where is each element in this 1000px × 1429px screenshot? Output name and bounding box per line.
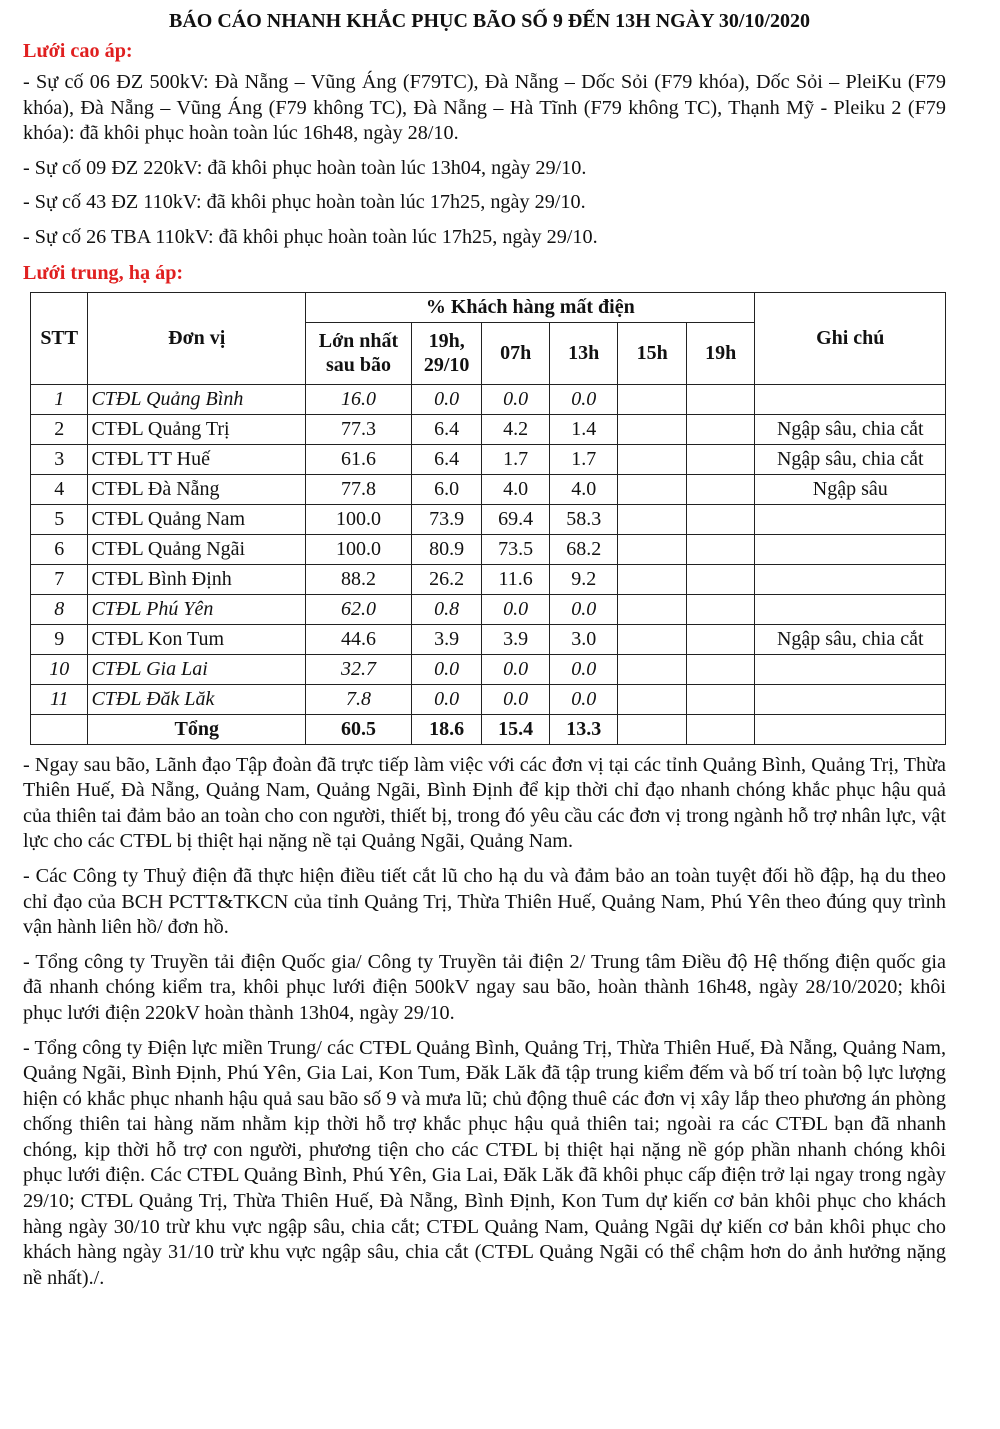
cell-unit: CTĐL Đà Nẵng bbox=[88, 474, 306, 504]
cell-unit: CTĐL Quảng Nam bbox=[88, 504, 306, 534]
cell-max: 61.6 bbox=[306, 444, 412, 474]
cell-15h bbox=[618, 414, 687, 444]
cell-15h bbox=[618, 384, 687, 414]
cell-07h: 0.0 bbox=[482, 384, 550, 414]
cell-19h-2910: 6.4 bbox=[411, 444, 482, 474]
cell-15h bbox=[618, 564, 687, 594]
body-paragraph: - Các Công ty Thuỷ điện đã thực hiện điều tiết cắt lũ cho hạ du và đảm bảo an toàn tuyệt đối hồ đập, hạ du theo chỉ đạo của BCH PCTT&TKCN của tỉnh Quảng Trị, Thừa Thiên Huế, Quảng Nam, Phú Yên theo đúng quy trình vận hành liên hồ/ đơn hồ. bbox=[23, 864, 946, 939]
outage-table bbox=[30, 292, 946, 745]
cell-max: 32.7 bbox=[306, 654, 412, 684]
cell-15h bbox=[618, 534, 687, 564]
body-paragraph: - Ngay sau bão, Lãnh đạo Tập đoàn đã trực tiếp làm việc với các đơn vị tại các tỉnh Quảng Bình, Quảng Trị, Thừa Thiên Huế, Đà Nẵng, Quảng Nam, Quảng Ngãi, Bình Định để kịp thời chỉ đạo nhanh chóng khắc phục hậu quả của thiên tai đảm bảo an toàn cho con người, thiết bị, trong đó yêu cầu các đơn vị trong ngành hỗ trợ nhân lực, vật lực cho các CTĐL bị thiệt hại nặng nề tại Quảng Ngãi, Quảng Nam. bbox=[23, 753, 946, 853]
cell-07h: 3.9 bbox=[482, 624, 550, 654]
header-unit: Đơn vị bbox=[88, 292, 306, 384]
cell-stt: 11 bbox=[31, 684, 88, 714]
table-row bbox=[31, 444, 946, 474]
cell-07h: 69.4 bbox=[482, 504, 550, 534]
cell-13h: 3.0 bbox=[549, 624, 618, 654]
cell-13h: 0.0 bbox=[549, 684, 618, 714]
cell-15h bbox=[618, 684, 687, 714]
report-title: BÁO CÁO NHANH KHẮC PHỤC BÃO SỐ 9 ĐẾN 13H NGÀY 30/10/2020 bbox=[169, 10, 810, 32]
header-stt: STT bbox=[31, 292, 88, 384]
cell-total-label: Tổng bbox=[88, 714, 306, 744]
body-paragraph: - Tổng công ty Truyền tải điện Quốc gia/ Công ty Truyền tải điện 2/ Trung tâm Điều độ Hệ thống điện quốc gia đã nhanh chóng kiểm tra, khôi phục lưới điện 500kV ngay sau bão, hoàn thành 16h48, ngày 28/10/2020; khôi phục lưới điện 220kV hoàn thành 13h04, ngày 29/10. bbox=[23, 950, 946, 1024]
cell-13h: 4.0 bbox=[549, 474, 618, 504]
cell-unit: CTĐL Gia Lai bbox=[88, 654, 306, 684]
cell-unit: CTĐL Quảng Bình bbox=[88, 384, 306, 414]
header-19h: 19h bbox=[686, 322, 755, 384]
cell-19h bbox=[686, 384, 755, 414]
high-voltage-item: - Sự cố 43 ĐZ 110kV: đã khôi phục hoàn toàn lúc 17h25, ngày 29/10. bbox=[23, 191, 586, 214]
cell-13h: 0.0 bbox=[549, 594, 618, 624]
cell-note bbox=[755, 594, 946, 624]
cell-19h bbox=[686, 474, 755, 504]
report-body bbox=[23, 753, 946, 1292]
cell-max: 77.3 bbox=[306, 414, 412, 444]
cell-13h: 0.0 bbox=[549, 384, 618, 414]
cell-15h bbox=[618, 444, 687, 474]
cell-07h: 11.6 bbox=[482, 564, 550, 594]
cell-07h: 4.2 bbox=[482, 414, 550, 444]
table-row bbox=[31, 564, 946, 594]
cell-total-stt bbox=[31, 714, 88, 744]
cell-max: 100.0 bbox=[306, 504, 412, 534]
table-row bbox=[31, 654, 946, 684]
header-max-line1: Lớn nhất bbox=[318, 330, 399, 353]
cell-unit: CTĐL TT Huế bbox=[88, 444, 306, 474]
cell-15h bbox=[618, 624, 687, 654]
cell-15h bbox=[618, 474, 687, 504]
cell-note bbox=[755, 564, 946, 594]
table-row bbox=[31, 414, 946, 444]
cell-19h bbox=[686, 624, 755, 654]
body-paragraph: - Tổng công ty Điện lực miền Trung/ các CTĐL Quảng Bình, Quảng Trị, Thừa Thiên Huế, Đà Nẵng, Quảng Nam, Quảng Ngãi, Bình Định, Phú Yên, Gia Lai, Kon Tum, Đăk Lăk đã tập trung kiểm đếm và bố trí toàn bộ lực lượng hiện có khắc phục nhanh hậu quả sau bão số 9 và mưa lũ; chủ động thuê các đơn vị xây lắp theo phương án phòng chống thiên tai hàng năm nhằm kịp thời hỗ trợ khắc phục hậu quả thiên tai; ngoài ra các CTĐL bạn đã nhanh chóng, kịp thời hỗ trợ con người, phương tiện cho các CTĐL bị thiệt hại nặng nề góp phần nhanh chóng khôi phục lưới điện. Các CTĐL Quảng Bình, Phú Yên, Gia Lai, Đăk Lăk đã khôi phục cấp điện trở lại ngay trong ngày 29/10; CTĐL Quảng Trị, Thừa Thiên Huế, Đà Nẵng, Bình Định, Kon Tum dự kiến cơ bản khôi phục cho khách hàng ngày 30/10 trừ khu vực ngập sâu, chia cắt; CTĐL Quảng Nam, Quảng Ngãi dự kiến cơ bản khôi phục cho khách hàng ngày 31/10 trừ khu vực ngập sâu, chia cắt (CTĐL Quảng Ngãi có thể chậm hơn do ảnh hưởng nặng nề nhất)./. bbox=[23, 1036, 946, 1289]
cell-stt: 9 bbox=[31, 624, 88, 654]
cell-total-19h-2910: 18.6 bbox=[411, 714, 482, 744]
cell-note bbox=[755, 534, 946, 564]
cell-total-max: 60.5 bbox=[306, 714, 412, 744]
cell-stt: 1 bbox=[31, 384, 88, 414]
cell-19h-2910: 6.0 bbox=[411, 474, 482, 504]
cell-stt: 8 bbox=[31, 594, 88, 624]
cell-07h: 1.7 bbox=[482, 444, 550, 474]
table-row bbox=[31, 384, 946, 414]
header-19h-2910-line2: 29/10 bbox=[423, 354, 470, 377]
cell-unit: CTĐL Phú Yên bbox=[88, 594, 306, 624]
cell-note bbox=[755, 654, 946, 684]
table-row bbox=[31, 504, 946, 534]
cell-07h: 0.0 bbox=[482, 654, 550, 684]
cell-19h bbox=[686, 414, 755, 444]
table-row bbox=[31, 594, 946, 624]
cell-19h-2910: 73.9 bbox=[411, 504, 482, 534]
cell-19h-2910: 0.8 bbox=[411, 594, 482, 624]
cell-max: 100.0 bbox=[306, 534, 412, 564]
cell-unit: CTĐL Bình Định bbox=[88, 564, 306, 594]
cell-07h: 0.0 bbox=[482, 684, 550, 714]
cell-max: 77.8 bbox=[306, 474, 412, 504]
cell-note bbox=[755, 384, 946, 414]
cell-note: Ngập sâu bbox=[755, 474, 946, 504]
cell-stt: 5 bbox=[31, 504, 88, 534]
cell-unit: CTĐL Quảng Ngãi bbox=[88, 534, 306, 564]
high-voltage-heading: Lưới cao áp: bbox=[23, 40, 133, 62]
cell-07h: 73.5 bbox=[482, 534, 550, 564]
cell-stt: 10 bbox=[31, 654, 88, 684]
cell-total-19h bbox=[686, 714, 755, 744]
cell-max: 7.8 bbox=[306, 684, 412, 714]
cell-19h-2910: 0.0 bbox=[411, 384, 482, 414]
header-13h: 13h bbox=[549, 322, 618, 384]
header-max bbox=[306, 322, 412, 384]
header-max-line2: sau bão bbox=[325, 354, 391, 377]
cell-15h bbox=[618, 504, 687, 534]
header-19h-2910 bbox=[411, 322, 482, 384]
cell-note bbox=[755, 684, 946, 714]
cell-stt: 6 bbox=[31, 534, 88, 564]
cell-19h-2910: 80.9 bbox=[411, 534, 482, 564]
cell-19h-2910: 26.2 bbox=[411, 564, 482, 594]
cell-stt: 3 bbox=[31, 444, 88, 474]
cell-19h bbox=[686, 444, 755, 474]
cell-19h bbox=[686, 654, 755, 684]
header-07h: 07h bbox=[482, 322, 550, 384]
table-row bbox=[31, 684, 946, 714]
cell-max: 88.2 bbox=[306, 564, 412, 594]
cell-max: 16.0 bbox=[306, 384, 412, 414]
table-row bbox=[31, 474, 946, 504]
header-outage-group: % Khách hàng mất điện bbox=[306, 292, 755, 322]
cell-13h: 9.2 bbox=[549, 564, 618, 594]
cell-07h: 0.0 bbox=[482, 594, 550, 624]
cell-stt: 4 bbox=[31, 474, 88, 504]
cell-unit: CTĐL Kon Tum bbox=[88, 624, 306, 654]
cell-13h: 58.3 bbox=[549, 504, 618, 534]
cell-total-13h: 13.3 bbox=[549, 714, 618, 744]
cell-15h bbox=[618, 654, 687, 684]
cell-13h: 68.2 bbox=[549, 534, 618, 564]
cell-19h-2910: 0.0 bbox=[411, 654, 482, 684]
cell-max: 62.0 bbox=[306, 594, 412, 624]
table-row bbox=[31, 534, 946, 564]
cell-19h bbox=[686, 534, 755, 564]
cell-19h bbox=[686, 504, 755, 534]
header-note: Ghi chú bbox=[755, 292, 946, 384]
cell-13h: 1.4 bbox=[549, 414, 618, 444]
cell-19h bbox=[686, 684, 755, 714]
cell-19h-2910: 0.0 bbox=[411, 684, 482, 714]
cell-19h bbox=[686, 564, 755, 594]
cell-max: 44.6 bbox=[306, 624, 412, 654]
cell-note: Ngập sâu, chia cắt bbox=[755, 624, 946, 654]
cell-stt: 2 bbox=[31, 414, 88, 444]
cell-note: Ngập sâu, chia cắt bbox=[755, 444, 946, 474]
cell-19h-2910: 6.4 bbox=[411, 414, 482, 444]
cell-note: Ngập sâu, chia cắt bbox=[755, 414, 946, 444]
cell-note bbox=[755, 504, 946, 534]
header-15h: 15h bbox=[618, 322, 687, 384]
cell-13h: 0.0 bbox=[549, 654, 618, 684]
cell-unit: CTĐL Quảng Trị bbox=[88, 414, 306, 444]
cell-07h: 4.0 bbox=[482, 474, 550, 504]
medium-voltage-heading: Lưới trung, hạ áp: bbox=[23, 261, 184, 284]
high-voltage-item: - Sự cố 09 ĐZ 220kV: đã khôi phục hoàn toàn lúc 13h04, ngày 29/10. bbox=[23, 156, 587, 179]
cell-unit: CTĐL Đăk Lăk bbox=[88, 684, 306, 714]
cell-total-15h bbox=[618, 714, 687, 744]
high-voltage-item: - Sự cố 06 ĐZ 500kV: Đà Nẵng – Vũng Áng (F79TC), Đà Nẵng – Dốc Sỏi (F79 khóa), Dốc Sỏi – PleiKu (F79 khóa), Đà Nẵng – Vũng Áng (F79 không TC), Đà Nẵng – Hà Tĩnh (F79 không TC), Thạnh Mỹ - Pleiku 2 (F79 khóa): đã khôi phục hoàn toàn lúc 16h48, ngày 28/10. bbox=[23, 71, 946, 145]
header-19h-2910-line1: 19h, bbox=[428, 330, 465, 353]
cell-19h-2910: 3.9 bbox=[411, 624, 482, 654]
cell-stt: 7 bbox=[31, 564, 88, 594]
cell-total-07h: 15.4 bbox=[482, 714, 550, 744]
cell-15h bbox=[618, 594, 687, 624]
table-row bbox=[31, 624, 946, 654]
cell-13h: 1.7 bbox=[549, 444, 618, 474]
table-total-row bbox=[31, 714, 946, 744]
cell-total-note bbox=[755, 714, 946, 744]
high-voltage-item: - Sự cố 26 TBA 110kV: đã khôi phục hoàn toàn lúc 17h25, ngày 29/10. bbox=[23, 225, 598, 248]
cell-19h bbox=[686, 594, 755, 624]
